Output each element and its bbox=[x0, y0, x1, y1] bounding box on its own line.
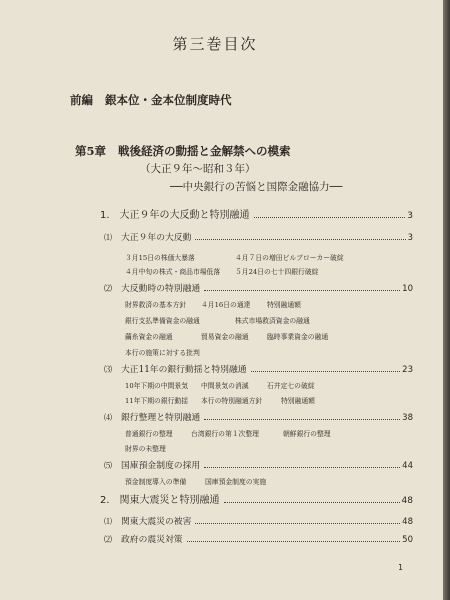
item-line bbox=[125, 380, 315, 390]
page-title: 第三巻目次 bbox=[172, 35, 258, 53]
toc-subsection bbox=[104, 514, 413, 527]
item-entry: 臨時事業資金の融通 bbox=[267, 333, 329, 341]
subsection-number: ⑷ bbox=[104, 413, 112, 422]
part-heading bbox=[70, 92, 232, 108]
dot-leader bbox=[224, 501, 400, 503]
toc-subsection bbox=[104, 458, 413, 471]
item-line bbox=[125, 331, 328, 341]
section-number: 2. bbox=[100, 495, 110, 506]
toc-section bbox=[100, 206, 413, 221]
toc-subsection bbox=[104, 362, 413, 375]
item-entry: ４月中旬の株式・商品市場低落 bbox=[125, 268, 221, 276]
chapter-title: 戦後経済の動揺と金解禁への模索 bbox=[118, 144, 291, 158]
item-entry: 本行の特別融通方針 bbox=[201, 397, 263, 405]
toc-section bbox=[100, 491, 413, 506]
item-entry: 本行の施策に対する批判 bbox=[125, 349, 200, 357]
item-entry: 特別融通額 bbox=[281, 397, 315, 405]
item-entry: ４月７日の増田ビルブローカー破綻 bbox=[235, 254, 344, 262]
toc-subsection bbox=[104, 230, 413, 243]
dot-leader bbox=[204, 418, 400, 420]
item-line bbox=[125, 476, 266, 486]
item-entry: 11年下期の銀行動揺 bbox=[125, 397, 189, 405]
section-title: 大正９年の大反動と特別融通 bbox=[119, 210, 250, 221]
toc-subsection bbox=[104, 410, 413, 423]
item-entry: ５月24日の七十四銀行破綻 bbox=[235, 268, 319, 276]
item-entry: 繭糸資金の融通 bbox=[125, 333, 173, 341]
chapter-heading bbox=[75, 143, 291, 159]
subsection-number: ⑵ bbox=[104, 284, 112, 293]
dot-leader bbox=[251, 370, 401, 372]
item-entry: 国庫預金制度の実施 bbox=[205, 478, 267, 486]
page-number: 48 bbox=[401, 496, 413, 506]
item-entry: 銀行支払準備資金の融通 bbox=[125, 317, 200, 325]
item-line bbox=[125, 315, 310, 325]
item-line bbox=[125, 443, 166, 453]
toc-subsection bbox=[104, 281, 413, 294]
book-spine-shadow bbox=[443, 0, 450, 600]
subsection-number: ⑴ bbox=[104, 517, 112, 526]
item-entry: 株式市場救済資金の融通 bbox=[235, 317, 310, 325]
dot-leader bbox=[195, 238, 405, 240]
dot-leader bbox=[204, 289, 400, 291]
item-entry: 台湾銀行の第１次整理 bbox=[191, 430, 259, 438]
item-line bbox=[125, 299, 301, 309]
chapter-number: 第5章 bbox=[75, 144, 107, 158]
item-entry: 特別融通額 bbox=[267, 301, 301, 309]
part-title: 銀本位・金本位制度時代 bbox=[105, 93, 232, 107]
page-number: 44 bbox=[402, 461, 413, 471]
dot-leader bbox=[204, 466, 400, 468]
item-line bbox=[125, 266, 318, 276]
subsection-title: 大反動時の特別融通 bbox=[121, 284, 201, 294]
item-line bbox=[125, 252, 344, 262]
item-entry: ４月16日の通達 bbox=[201, 301, 251, 309]
item-entry: 財界の未整理 bbox=[125, 445, 166, 453]
subsection-number: ⑵ bbox=[104, 535, 112, 544]
item-line bbox=[125, 347, 200, 357]
subsection-number: ⑶ bbox=[104, 365, 112, 374]
toc-subsection bbox=[104, 532, 413, 545]
subsection-title: 関東大震災の被害 bbox=[121, 517, 192, 527]
page-number: 50 bbox=[402, 535, 413, 545]
subsection-title: 銀行整理と特別融通 bbox=[121, 413, 201, 423]
folio-page-number: 1 bbox=[398, 563, 404, 572]
page-number: 38 bbox=[402, 413, 413, 423]
page-number: 3 bbox=[407, 233, 413, 243]
item-line bbox=[125, 428, 331, 438]
item-entry: 普通銀行の整理 bbox=[125, 430, 173, 438]
item-entry: ３月15日の株価大暴落 bbox=[125, 254, 195, 262]
chapter-period: （大正９年〜昭和３年） bbox=[140, 163, 256, 175]
item-entry: 預金制度導入の準備 bbox=[125, 478, 187, 486]
subsection-title: 大正９年の大反動 bbox=[121, 233, 192, 243]
item-entry: 10年下期の中間景気 bbox=[125, 382, 189, 390]
item-entry: 財界救済の基本方針 bbox=[125, 301, 187, 309]
subsection-title: 政府の震災対策 bbox=[121, 535, 183, 545]
page-number: 48 bbox=[402, 517, 413, 527]
section-title: 関東大震災と特別融通 bbox=[119, 495, 220, 506]
subsection-number: ⑴ bbox=[104, 233, 112, 242]
page-number: 3 bbox=[407, 211, 413, 221]
subsection-number: ⑸ bbox=[104, 461, 112, 470]
page-number: 10 bbox=[402, 284, 413, 294]
item-entry: 石井定七の破綻 bbox=[267, 382, 315, 390]
dot-leader bbox=[195, 522, 400, 524]
part-number: 前編 bbox=[70, 93, 93, 107]
page-number: 23 bbox=[402, 365, 413, 375]
item-entry: 中間景気の消滅 bbox=[201, 382, 249, 390]
subsection-title: 国庫預金制度の採用 bbox=[121, 461, 201, 471]
item-entry: 朝鮮銀行の整理 bbox=[283, 430, 331, 438]
subsection-title: 大正11年の銀行動揺と特別融通 bbox=[121, 365, 247, 375]
dot-leader bbox=[187, 540, 401, 542]
chapter-subtitle: ──中央銀行の苦悩と国際金融協力── bbox=[170, 181, 343, 193]
dot-leader bbox=[254, 216, 406, 218]
item-line bbox=[125, 395, 315, 405]
item-entry: 貿易資金の融通 bbox=[201, 333, 249, 341]
section-number: 1. bbox=[100, 210, 110, 221]
